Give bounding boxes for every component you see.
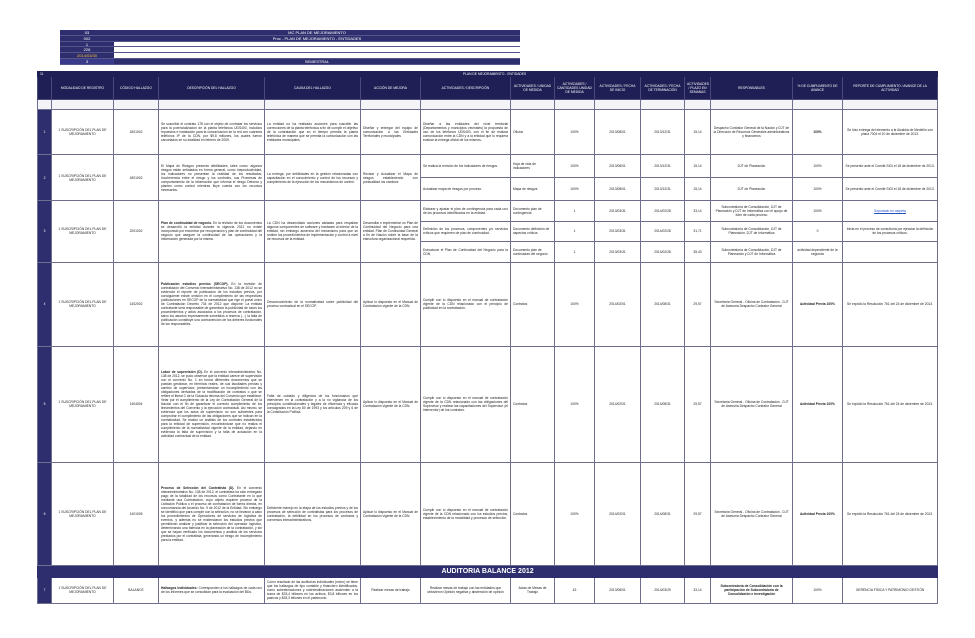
column-header: ACTIVIDADES / DESCRIPCIÓN xyxy=(421,77,511,100)
actividad-inicio: 2013/08/01 xyxy=(595,178,641,201)
spacer-cell xyxy=(361,100,421,110)
actividad-cantidad: 100% xyxy=(555,462,595,565)
actividad-descripcion: Estructurar el Plan de Continuidad del Negocio para la CDN. xyxy=(421,242,511,263)
actividad-inicio: 2014/02/01 xyxy=(595,262,641,346)
improvement-plan-sheet xyxy=(37,71,937,604)
column-header: ACTIVIDADES / FECHA DE INICIO xyxy=(595,77,641,100)
reporte-cell: Se hizo entrega del elemento a la Alcaldía de Medellín con placa 7004 el 10 de diciembre de 2013. xyxy=(843,110,938,155)
actividad-cantidad: 100% xyxy=(555,178,595,201)
column-header: ACCIÓN DE MEJORA xyxy=(361,77,421,100)
codigo-cell: 1404004 xyxy=(114,346,159,462)
descripcion-cell: Hallazgos Individuales: Corresponden a los hallazgos de cada uno de los informes que se consolidan para la evaluación del BDs. xyxy=(159,577,265,603)
descripcion-cell: El Mapa de Riesgos presenta debilidades, tales como: algunos riesgos están señalados en forma general, como Ineproductividad, los indicadores no presentan la realidad de los resultados; Incoherencia entre el riesgo y los controles, sus Promesas de comportamiento de la información que informa el riesgo Detonar y planteo como control mientras fluye cuenta con los recursos necesarios. xyxy=(159,155,265,201)
header-value: MC PLAN DE MEJORAMIENTO xyxy=(114,30,520,36)
table-row xyxy=(38,462,938,565)
spacer-cell xyxy=(265,100,361,110)
accion-cell: Diseñar y entregar del equipo de comunicación a las Entidades Territoriales y municipales xyxy=(361,110,421,155)
header-code: 1 xyxy=(60,42,114,48)
actividad-plazo: 29,57 xyxy=(685,462,711,565)
column-header: DESCRIPCIÓN DEL HALLAZGO xyxy=(159,77,265,100)
actividad-plazo: 29,57 xyxy=(685,262,711,346)
spacer-cell xyxy=(114,100,159,110)
cumplimiento-cell: 0 xyxy=(793,221,843,242)
causa-cell: Deficiente manejo en la etapa de los estudios previos y de los procesos de selección de contratistas para los procesos de contratación, la debilidad en los procesos de contratos y convenios interadministrativos. xyxy=(265,462,361,565)
actividad-unidad: Contratos xyxy=(511,346,555,462)
actividad-inicio: 2013/03/31 xyxy=(595,221,641,242)
actividad-descripcion: Cumplir con lo dispuesto en el manual de contratación vigente de la CDN relacionado con el principio de publicidad en la contratación. xyxy=(421,262,511,346)
actividad-unidad: Oficios xyxy=(511,110,555,155)
reporte-cell: GERENCIA FÍSICA Y PATRIMONIO GESTIÓN xyxy=(843,577,938,603)
finding-title: Publicación estudios previos (SECOP). xyxy=(161,282,232,287)
modalidad-cell: 1 SUSCRIPCIÓN DEL PLAN DE MEJORAMIENTO xyxy=(52,201,114,263)
column-header: ACTIVIDADES / PLAZO EN SEMANAS xyxy=(685,77,711,100)
actividad-cantidad: 1 xyxy=(555,201,595,222)
actividad-cantidad: 100% xyxy=(555,346,595,462)
actividad-cantidad: 100% xyxy=(555,262,595,346)
document-header xyxy=(60,30,520,65)
table-row xyxy=(38,346,938,462)
column-header: RESPONSABLES xyxy=(711,77,793,100)
finding-title: Proceso de Selección del Contratista (D). xyxy=(161,485,237,490)
actividad-unidad: Documento definición de aspectos críticos xyxy=(511,221,555,242)
spacer-cell xyxy=(555,100,595,110)
spacer-cell xyxy=(711,100,793,110)
row-number: 2 xyxy=(38,155,52,201)
actividad-plazo: 15,14 xyxy=(685,178,711,201)
actividad-inicio: 2013/08/01 xyxy=(595,577,641,603)
cumplimiento-cell: 100% xyxy=(793,577,843,603)
modalidad-cell: 1 SUSCRIPCIÓN DEL PLAN DE MEJORAMIENTO xyxy=(52,462,114,565)
column-header: REPORTE DE CUMPLIMIENTO / AVANCE DE LA ACTIVIDAD xyxy=(843,77,938,100)
modalidad-cell: 1 SUSCRIPCIÓN DEL PLAN DE MEJORAMIENTO xyxy=(52,346,114,462)
actividad-fin: 2014/02/28 xyxy=(641,201,685,222)
actividad-inicio: 2013/08/01 xyxy=(595,110,641,155)
header-value: SEMESTRAL xyxy=(114,59,520,65)
actividad-descripcion: Diseñar a las entidades del nivel territorial (Departamentos y municipios vecinales) la propuesta de uso de los teléfonos UDS400, con el fin de realizar comunicación entre la CDN y a la entidad que lo requiera evaluar la entrega oficial de los mismos. xyxy=(421,110,511,155)
codigo-cell: 1801002 xyxy=(114,110,159,155)
row-number: 4 xyxy=(38,262,52,346)
spacer-cell xyxy=(511,100,555,110)
header-code: 3 xyxy=(60,59,114,65)
row-number: 6 xyxy=(38,462,52,565)
responsables-cell: Despacho Contralor General de la Nación y DJT de la Dirección de Recursos Generales administrativos y financieros xyxy=(711,110,793,155)
actividad-fin: 2014/08/31 xyxy=(641,346,685,462)
column-header-index xyxy=(38,77,52,100)
actividad-inicio: 2013/03/31 xyxy=(595,201,641,222)
descripcion-cell: Labor de supervisión (D). En el convenio interadministrativo No. 138 de 2012, se pudo observar que la entidad carece de supervisión con el convenio No. 1 en forma diferentes documentos que se puedan gestionar, en términos reales, de sus facultades previas y cambio de supervisor, presentándose un incumplimiento con las obligaciones derivadas de la modificación de contratos o que se refiere el literal C de la Cláusula décima del Convenio que establece: Velar por el cumplimiento de la Ley de Contratación General de la Nación con el fin de garantizar el correcto cumplimiento de los lineamientos del Convenio y la ejecución contractual. Así mismo, se evidencia que los actos de supervisión no son suficientes para comprobar el cumplimiento de las obligaciones que se indican en la normatividad. Se realizó un análisis de los controles establecidos para la entidad de supervisión, encontrándose que no realiza el cumplimiento de la normatividad vigente de la entidad, dejando en evidencia la falta de supervisión y la falta de actuación en la actividad contractual de la entidad. xyxy=(159,346,265,462)
actividad-descripcion: Actualizar mapa de riesgos por proceso. xyxy=(421,178,511,201)
accion-cell: Desarrollar e implementar un Plan de Continuidad del Negocio para una entidad. Plan de Continuidad General a fin de Nación sobre la base de la estructura organizacional requerida. xyxy=(361,201,421,263)
accion-cell: Aplicar lo dispuesto en el Manual de Contratación vigente de la CDN. xyxy=(361,346,421,462)
responsables-cell: DJT de Planeación xyxy=(711,178,793,201)
descripcion-cell: Proceso de Selección del Contratista (D). En el convenio interadministrativo No. 138 de 2012, el contratista ha sido entregado pago de la totalidad de los recursos como Contratante en lo que mediante una Contratación, cuyo objeto requiere proceso de la Licitación Pública o el proceso de contratación de forma directa, en concordancia del Acuerdo No. 9 de 2012 de la Entidad. Sin embargo se identificó que para cumplir con la selección, no se llevaron a cabo los procedimientos de Operadores de servicios de logística de eventos, y además no se evidenciaron los estudios previos que permitieran analizar y justificar la selección del operador logístico, determinando una falencia en la planeación de la contratación, y sin que se hayan verificado los documentos y análisis de los servicios prestados por el contratista, generando un riesgo de incumplimiento para la entidad. xyxy=(159,462,265,565)
reporte-cell: Se expidió la Resolución 761 del 24 de diciembre de 2013. xyxy=(843,462,938,565)
modalidad-cell: 1 SUSCRIPCIÓN DEL PLAN DE MEJORAMIENTO xyxy=(52,262,114,346)
column-header: ACTIVIDADES / CANTIDADES UNIDAD DE MEDIDA xyxy=(555,77,595,100)
actividad-descripcion: Cumplir con lo dispuesto en el manual de contratación vigente de la CDN relacionado con los estudios previos, establecimiento de la modalidad y procesos de selección. xyxy=(421,462,511,565)
actividad-descripcion: Cumplir con lo dispuesto en el manual de contratación vigente de la CDN relacionado con las obligaciones del Supervisor y realizar las capacitaciones del Supervisor (el interventor) de los contratos. xyxy=(421,346,511,462)
actividad-unidad: Hoja de vida de indicadores xyxy=(511,155,555,178)
accion-cell: Revisar y Actualizar el Mapa de riesgos estableciendo con puntualidad los cambios xyxy=(361,155,421,201)
cumplimiento-cell: Actividad Previa 100% xyxy=(793,346,843,462)
reporte-cell xyxy=(843,201,938,222)
header-value: Proc - PLAN DE MEJORAMIENTO - ENTIDADES xyxy=(114,36,520,42)
reporte-cell: Se expidió la Resolución 761 del 24 de diciembre de 2013. xyxy=(843,262,938,346)
actividad-unidad: Contratos xyxy=(511,462,555,565)
responsables-cell: Secretaría General - Oficina de Contratación - DJT de Asesoría Despacho Contralor General xyxy=(711,346,793,462)
codigo-cell: 1402002 xyxy=(114,262,159,346)
actividad-plazo: 33,14 xyxy=(685,201,711,222)
table-row xyxy=(38,110,938,155)
row-number: 5 xyxy=(38,346,52,462)
responsables-cell: DJT de Planeación xyxy=(711,155,793,178)
section-bar xyxy=(38,565,938,577)
codigo-cell: BALANCE xyxy=(114,577,159,603)
column-header: MODALIDAD DE REGISTRO xyxy=(52,77,114,100)
responsables-cell: Subcontraloría de Consolidación, DJT de Planeación y DJT de Informática con el apoyo de líder de cada proceso xyxy=(711,201,793,222)
actividad-fin: 2013/12/31 xyxy=(641,110,685,155)
row-number: 7 xyxy=(38,577,52,603)
descripcion-cell: Plan de continuidad de negocio. En la revisión de los documentos se desarrolló la entidad durante la vigencia 2012 no existe incorporado por encontrar por recuperación y plan de continuidad del negocio que asegure la continuidad de las operaciones y la información generada por la misma. xyxy=(159,201,265,263)
cumplimiento-cell: 100% xyxy=(793,201,843,222)
modalidad-cell: 1 SUSCRIPCIÓN DEL PLAN DE MEJORAMIENTO xyxy=(52,155,114,201)
spacer-row xyxy=(38,100,938,110)
actividad-descripcion: Definición de los procesos, componentes y/o servicios críticos que requieren de plan de continuidad. xyxy=(421,221,511,242)
table-row xyxy=(38,577,938,603)
section-label: AUDITORIA BALANCE 2012 xyxy=(38,565,938,577)
finding-title: Plan de continuidad de negocio. xyxy=(161,221,214,226)
reporte-cell: Inicia en el proceso de consultoría por ejecutar la definición de los procesos críticos. xyxy=(843,221,938,242)
improvement-plan-table xyxy=(37,71,938,604)
actividad-cantidad: 43 xyxy=(555,577,595,603)
causa-cell: La entrega, por debilidades en la gestión relacionadas con capacitación en el conocimiento y control de los recursos y cumplimiento de la ejecución de los mecanismos de control. xyxy=(265,155,361,201)
actividad-plazo: 35,43 xyxy=(685,242,711,263)
row-number: 3 xyxy=(38,201,52,263)
causa-cell: Como resultado de las auditorías individuales (micro) se tiene que los hallazgos de tipo contable y financiero identificados, como subestimaciones y sobreestimaciones ascienden a la suma de $33,4 billones en los activos, $3,8 billones en los pasivos y $28,3 billones en el patrimonio. xyxy=(265,577,361,603)
spacer-cell xyxy=(685,100,711,110)
actividad-unidad: Contratos xyxy=(511,262,555,346)
descripcion-cell: Publicación estudios previos (SECOP). En la revisión de contratación del Convenio interadministrativo No. 138 de 2012 no se evidencia el reporte de publicación de los estudios previos, por consiguiente existe omisión en el cumplimiento de las respectivas publicaciones en SECOP de la normatividad que rige el portal único de Contratación Decreto 734 de 2012 que dispone: La entidad contratante será responsable de garantizar la publicidad de todos los procedimientos y actos asociados a los procesos de contratación, salvo los asuntos expresamente sometidos a reserva (…) la falta de publicación constituye una contravención de los deberes funcionales de los responsables. xyxy=(159,262,265,346)
finding-title: Hallazgos Individuales: xyxy=(161,586,199,591)
descripcion-cell: Se suscribió el contrato 178 con el objeto de contratar los servicios para la potencialización de la planta telefónica UDS400, incluidos repuestos e instalación para la comunicación en la red con cuarenta teléfonos IP de la CDN, por $9,8 millones, los cuales fueron cancelados en su totalidad en febrero de 2009. xyxy=(159,110,265,155)
accion-cell: Realizar mesas de trabajo xyxy=(361,577,421,603)
actividad-fin: 2013/12/31 xyxy=(641,178,685,201)
responsables-cell: Secretaría General - Oficina de Contratación - DJT de Asesoría Despacho Contralor General xyxy=(711,462,793,565)
causa-cell: Desconocimiento de la normatividad sobre publicidad del proceso contractual en el SECOP. xyxy=(265,262,361,346)
cumplimiento-cell: 100% xyxy=(793,178,843,201)
column-header: ACTIVIDADES / FECHA DE TERMINACIÓN xyxy=(641,77,685,100)
causa-cell: La entidad no ha realizado acciones para suscribir las correcciones de la planta telefónica a fin de cumplir el objetivo de la contratación que en el tiempo permita la planta telefónica de manera que se permita la comunicación con las entidades municipales. xyxy=(265,110,361,155)
reporte-cell: Se presentó ante el Comité SIGI el 18 de diciembre de 2013. xyxy=(843,155,938,178)
header-code: 2014/03/30 xyxy=(60,53,114,59)
table-title: PLAN DE MEJORAMIENTO - ENTIDADES xyxy=(52,72,938,77)
actividad-fin: 2014/02/28 xyxy=(641,221,685,242)
causa-cell: Falta de cuidado y diligencia de los funcionarios que intervienen en la contratación y a la no vigilancia de los principios constitucionales y legales de eficiencia y eficacia consagrados en la Ley 80 de 1993 y los artículos 209 y 6 de la Constitución Política. xyxy=(265,346,361,462)
actividad-inicio: 2014/02/01 xyxy=(595,346,641,462)
accion-cell: Aplicar lo dispuesto en el Manual de Contratación vigente de la CDN. xyxy=(361,462,421,565)
actividad-fin: 2014/02/28 xyxy=(641,242,685,263)
actividad-inicio: 2013/08/01 xyxy=(595,155,641,178)
responsables-cell: Subcontraloría de Consolidación con la participación de Subcontraloría de Consolidación e Investigación xyxy=(711,577,793,603)
spacer-cell xyxy=(52,100,114,110)
modalidad-cell: 1 SUSCRIPCIÓN DEL PLAN DE MEJORAMIENTO xyxy=(52,110,114,155)
column-header: % DE CUMPLIMIENTO DE AVANCE xyxy=(793,77,843,100)
actividad-fin: 2014/08/31 xyxy=(641,262,685,346)
row-number: 1 xyxy=(38,110,52,155)
actividad-inicio: 2014/02/01 xyxy=(595,462,641,565)
table-row xyxy=(38,155,938,178)
codigo-cell: 1801002 xyxy=(114,155,159,201)
actividad-cantidad: 1 xyxy=(555,242,595,263)
actividad-plazo: 15,14 xyxy=(685,155,711,178)
cumplimiento-cell: Actividad Previa 100% xyxy=(793,462,843,565)
actividad-fin: 2014/03/29 xyxy=(641,577,685,603)
actividad-unidad: Documento plan de contingencia xyxy=(511,201,555,222)
actividad-descripcion: Realizar mesas de trabajo con las entidades que obtuvieron Opinión negativa y abstención de opinión xyxy=(421,577,511,603)
actividad-unidad: Actas de Mesas de Trabajo xyxy=(511,577,555,603)
spacer-cell xyxy=(793,100,843,110)
actividad-plazo: 29,57 xyxy=(685,346,711,462)
codigo-cell: 1401005 xyxy=(114,462,159,565)
actividad-plazo: 15,14 xyxy=(685,110,711,155)
column-header: ACTIVIDADES / UNIDAD DE MEDIDA xyxy=(511,77,555,100)
actividad-plazo: 33,14 xyxy=(685,577,711,603)
table-title-number: 11 xyxy=(38,72,52,77)
causa-cell: La CDN ha desarrollado acciones aisladas para respaldar algunos componentes de software y hardware al interior de la entidad, sin embargo ausencia del mecanismo para que se redime los procedimientos de implementación y control a nivel de recursos de la entidad. xyxy=(265,201,361,263)
column-header: CÓDIGO HALLAZGO xyxy=(114,77,159,100)
reporte-link[interactable]: Soportado en carpeta xyxy=(874,208,906,213)
cumplimiento-cell: 100% xyxy=(793,110,843,155)
responsables-cell: Subcontraloría de Consolidación, DJT de Planeación, DJT de Informática xyxy=(711,221,793,242)
accion-cell: Aplicar lo dispuesto en el Manual de Contratación vigente de la CDN. xyxy=(361,262,421,346)
reporte-cell: Se presentó ante el Comité SIGI el 18 de diciembre de 2013. xyxy=(843,178,938,201)
cumplimiento-cell: 100% xyxy=(793,155,843,178)
spacer-cell xyxy=(843,100,938,110)
header-code: 03 xyxy=(60,30,114,36)
header-code: 226 xyxy=(60,47,114,53)
reporte-cell xyxy=(843,242,938,263)
actividad-descripcion: Elaborar y ajustar el plan de contingencia para cada uno de los procesos identificados en la entidad. xyxy=(421,201,511,222)
responsables-cell: Secretaría General - Oficina de Contratación - DJT de Asesoría Despacho Contralor General xyxy=(711,262,793,346)
actividad-cantidad: 100% xyxy=(555,155,595,178)
cumplimiento-cell: Actividad Previa 100% xyxy=(793,262,843,346)
modalidad-cell: 1 SUSCRIPCIÓN DEL PLAN DE MEJORAMIENTO xyxy=(52,577,114,603)
responsables-cell: Subcontraloría de Consolidación, DJT de Planeación y DJT de Informática xyxy=(711,242,793,263)
cumplimiento-cell: actividad dependiente de la segunda xyxy=(793,242,843,263)
actividad-cantidad: 1 xyxy=(555,221,595,242)
table-row xyxy=(38,262,938,346)
actividad-fin: 2013/12/31 xyxy=(641,155,685,178)
spacer-cell xyxy=(159,100,265,110)
header-row xyxy=(60,59,520,65)
actividad-plazo: 31,71 xyxy=(685,221,711,242)
spacer-cell xyxy=(595,100,641,110)
actividad-unidad: Documento plan de continuidad del negocio xyxy=(511,242,555,263)
codigo-cell: 2201002 xyxy=(114,201,159,263)
table-row xyxy=(38,201,938,222)
header-code: 002 xyxy=(60,36,114,42)
actividad-fin: 2014/08/31 xyxy=(641,462,685,565)
actividad-inicio: 2013/03/31 xyxy=(595,242,641,263)
finding-title: Labor de supervisión (D). xyxy=(161,370,205,375)
actividad-unidad: Mapa de riesgos xyxy=(511,178,555,201)
spacer-cell xyxy=(38,100,52,110)
actividad-descripcion: Se realiza la revisión de los indicadores de riesgos. xyxy=(421,155,511,178)
spacer-cell xyxy=(421,100,511,110)
column-header-row xyxy=(38,77,938,100)
column-header: CAUSA DEL HALLAZGO xyxy=(265,77,361,100)
actividad-cantidad: 100% xyxy=(555,110,595,155)
spacer-cell xyxy=(641,100,685,110)
reporte-cell: Se expidió la Resolución 761 del 24 de diciembre de 2013. xyxy=(843,346,938,462)
